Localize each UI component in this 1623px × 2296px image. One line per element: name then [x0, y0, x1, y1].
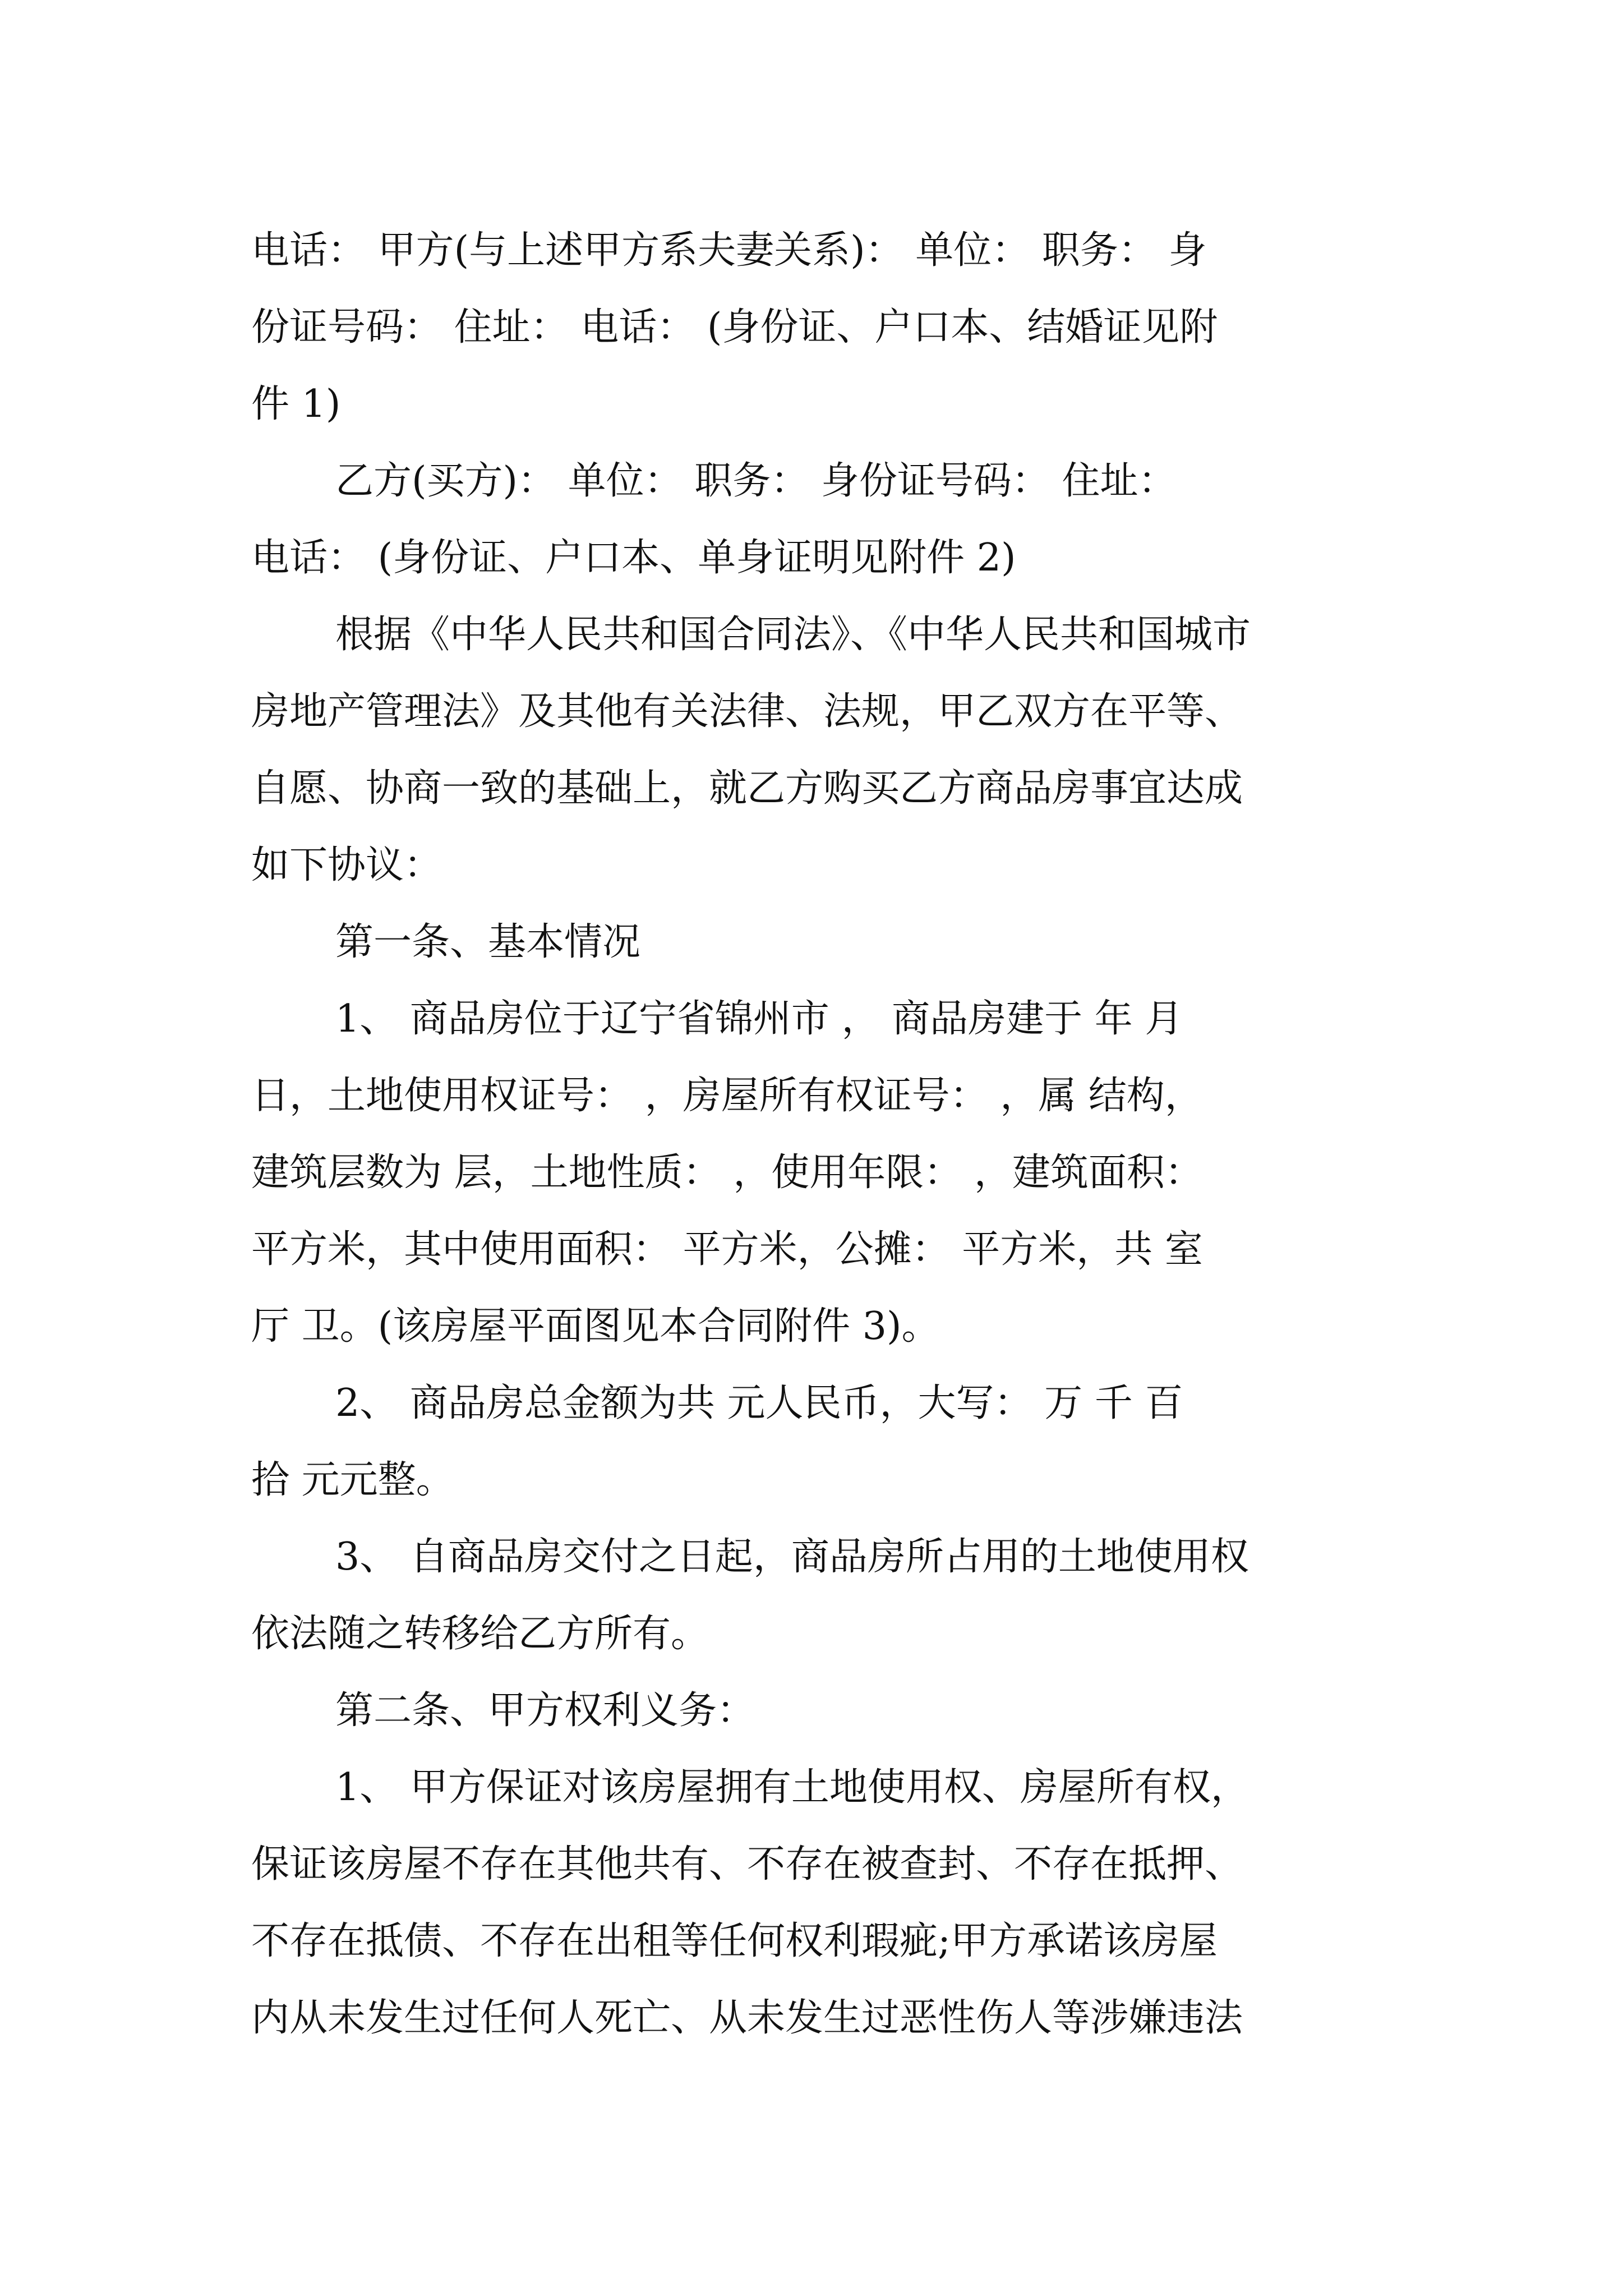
- text-line: 平方米，其中使用面积： 平方米，公摊： 平方米，共 室: [251, 1227, 1203, 1272]
- article-1-item-2: [251, 1365, 1373, 1519]
- article-2-heading: [251, 1672, 1373, 1749]
- text-line: 1、 商品房位于辽宁省锦州市 ， 商品房建于 年 月: [335, 997, 1183, 1041]
- document-page: [251, 212, 1373, 2056]
- text-line: 如下协议：: [251, 843, 442, 887]
- text-line: 电话： 甲方(与上述甲方系夫妻关系)： 单位： 职务： 身: [251, 228, 1207, 273]
- text-line: 第二条、甲方权利义务：: [335, 1688, 755, 1733]
- paragraph-party-b: [251, 443, 1373, 596]
- text-line: 建筑层数为 层，土地性质： ，使用年限： ，建筑面积：: [251, 1151, 1203, 1195]
- paragraph-party-a-spouse: [251, 212, 1373, 443]
- paragraph-preamble: [251, 596, 1373, 904]
- text-line: 第一条、基本情况: [335, 920, 641, 964]
- article-2-item-1: [251, 1749, 1373, 2056]
- text-line: 保证该房屋不存在其他共有、不存在被查封、不存在抵押、: [251, 1842, 1243, 1887]
- text-line: 根据《中华人民共和国合同法》、《中华人民共和国城市: [335, 613, 1251, 657]
- text-line: 房地产管理法》及其他有关法律、法规，甲乙双方在平等、: [251, 689, 1243, 734]
- article-1-item-3: [251, 1519, 1373, 1672]
- text-line: 自愿、协商一致的基础上，就乙方购买乙方商品房事宜达成: [251, 766, 1243, 811]
- text-line: 1、 甲方保证对该房屋拥有土地使用权、房屋所有权，: [335, 1765, 1249, 1810]
- text-line: 内从未发生过任何人死亡、从未发生过恶性伤人等涉嫌违法: [251, 1996, 1243, 2040]
- text-line: 拾 元元整。: [251, 1458, 454, 1502]
- text-line: 乙方(买方)： 单位： 职务： 身份证号码： 住址：: [335, 459, 1177, 503]
- text-line: 件 1): [251, 382, 341, 426]
- text-line: 依法随之转移给乙方所有。: [251, 1612, 709, 1656]
- text-line: 2、 商品房总金额为共 元人民币，大写： 万 千 百: [335, 1381, 1183, 1425]
- text-line: 不存在抵债、不存在出租等任何权利瑕疵;甲方承诺该房屋: [251, 1919, 1218, 1963]
- text-line: 厅 卫。(该房屋平面图见本合同附件 3)。: [251, 1304, 940, 1349]
- text-line: 日，土地使用权证号： ，房屋所有权证号： ，属 结构，: [251, 1074, 1203, 1118]
- text-line: 份证号码： 住址： 电话： (身份证、户口本、结婚证见附: [251, 305, 1218, 349]
- text-line: 3、 自商品房交付之日起，商品房所占用的土地使用权: [335, 1535, 1249, 1579]
- article-1-item-1: [251, 981, 1373, 1365]
- text-line: 电话： (身份证、户口本、单身证明见附件 2): [251, 536, 1016, 580]
- article-1-heading: [251, 904, 1373, 981]
